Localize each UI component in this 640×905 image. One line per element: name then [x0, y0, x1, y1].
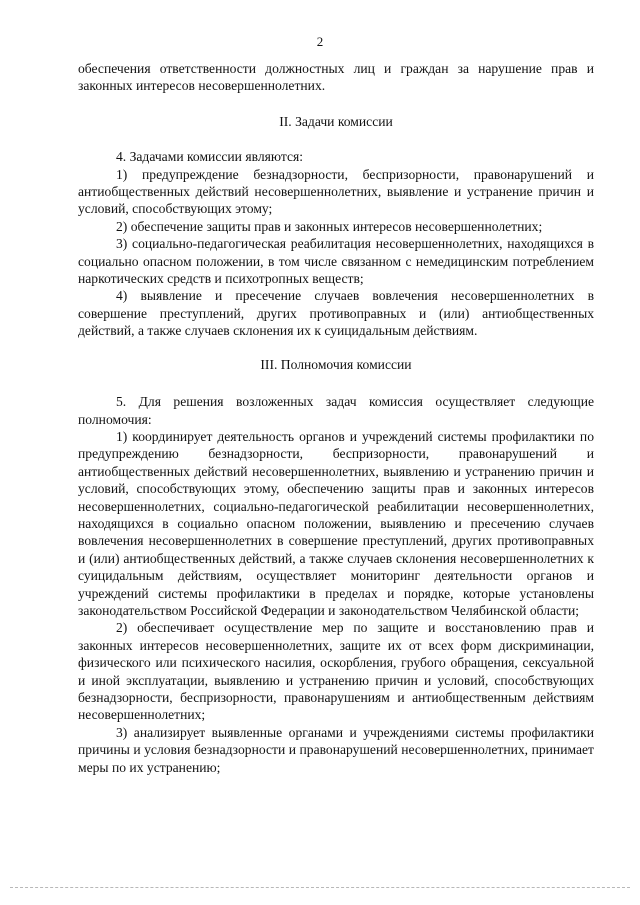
paragraph-task-2: 2) обеспечение защиты прав и законных интересов несовершеннолетних; [116, 218, 543, 234]
paragraph-power-3: 3) анализирует выявленные органами и учреждениями системы профилактики причины и условия безнадзорности и правонарушений несовершеннолетних, принимает меры по их устранению; [78, 724, 594, 775]
paragraph-task-4: 4) выявление и пресечение случаев вовлечения несовершеннолетних в совершение преступлений, других противоправных и (или) антиобщественных действий, а также случаев склонения их к суицидальным действиям. [78, 288, 594, 339]
paragraph-task-1: 1) предупреждение безнадзорности, беспризорности, правонарушений и антиобщественных действий несовершеннолетних, выявление и устранение причин и условий, способствующих этому; [78, 166, 594, 217]
page-number: 2 [316, 34, 324, 49]
document-body [78, 60, 594, 776]
section-heading-powers: III. Полномочия комиссии [260, 356, 412, 372]
paragraph-tasks-lead: 4. Задачами комиссии являются: [116, 149, 304, 165]
page-bottom-divider [10, 887, 630, 888]
paragraph-powers-lead: 5. Для решения возложенных задач комиссия осуществляет следующие полномочия: [78, 394, 594, 427]
paragraph-power-1: 1) координирует деятельность органов и учреждений системы профилактики по предупреждению безнадзорности, беспризорности, правонарушений и антиобщественных действий несовершеннолетних, выявлению и устранению причин и условий, способствующих этому, обеспечению защиты прав и законных интересов несовершеннолетних, социально-педагогической реабилитации несовершеннолетних, находящихся в социально опасном положении, выявлению и пресечению случаев вовлечения несовершеннолетних в совершение преступлений, других противоправных и (или) антиобщественных действий, а также случаев склонения несовершеннолетних к суицидальным действиям, осуществляет мониторинг деятельности органов и учреждений системы профилактики в пределах и порядке, которые установлены законодательством Российской Федерации и законодательством Челябинской области; [78, 428, 594, 618]
paragraph-task-3: 3) социально-педагогическая реабилитация несовершеннолетних, находящихся в социально опасном положении, в том числе связанном с немедицинским потреблением наркотических средств и психотропных веществ; [78, 236, 594, 287]
intro-paragraph: обеспечения ответственности должностных лиц и граждан за нарушение прав и законных интересов несовершеннолетних. [78, 61, 594, 94]
paragraph-power-2: 2) обеспечивает осуществление мер по защите и восстановлению прав и законных интересов несовершеннолетних, защите их от всех форм дискриминации, физического или психического насилия, оскорбления, грубого обращения, сексуальной и иной эксплуатации, выявлению и устранению причин и условий, способствующих безнадзорности, беспризорности, правонарушениям и антиобщественным действиям несовершеннолетних; [78, 620, 594, 723]
section-heading-tasks: II. Задачи комиссии [279, 113, 393, 129]
